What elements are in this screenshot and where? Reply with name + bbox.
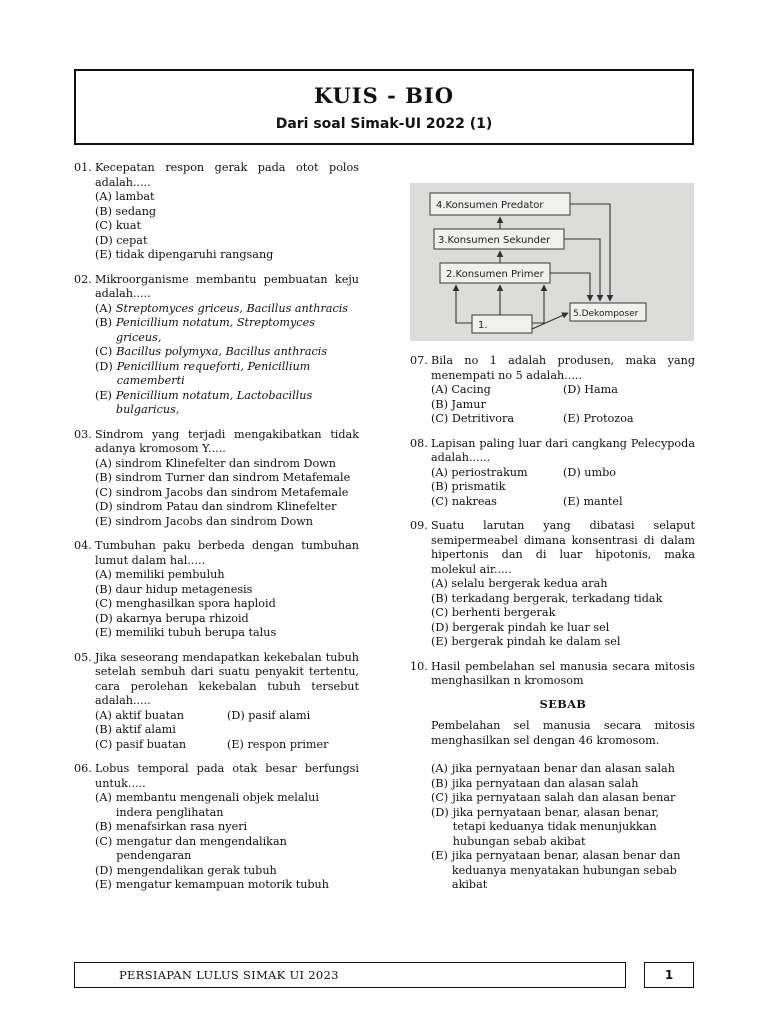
option: (D) Hama xyxy=(563,383,618,396)
question-number: 03. xyxy=(74,427,92,441)
option: (D) sindrom Patau dan sindrom Klinefelter xyxy=(95,500,337,513)
option: (A) lambat xyxy=(95,190,155,203)
left-column xyxy=(74,161,359,903)
option: (D) umbo xyxy=(563,465,616,479)
option-text: Bacillus polymyxa, Bacillus anthracis xyxy=(116,345,328,358)
question-head xyxy=(74,428,359,457)
option-letter: (E) xyxy=(431,849,448,862)
question xyxy=(74,539,359,641)
option xyxy=(95,835,359,864)
question-text: Mikroorganisme membantu pembuatan keju adalah..... xyxy=(95,272,359,300)
question-head xyxy=(74,273,359,302)
question-head xyxy=(410,437,695,466)
answer-options xyxy=(410,762,695,893)
option-row xyxy=(431,480,695,495)
question-text: Suatu larutan yang dibatasi selaput semipermeabel dimana konsentrasi di dalam hipertonis dan di luar hipotonis, maka molekul air..... xyxy=(431,519,695,576)
sebab-label: SEBAB xyxy=(539,696,587,711)
option-text: jika pernyataan dan alasan salah xyxy=(451,776,639,790)
option xyxy=(431,762,695,777)
option-letter: (A) xyxy=(431,762,448,775)
option: (C) pasif buatan xyxy=(95,737,187,751)
option: (A) sindrom Klinefelter dan sindrom Down xyxy=(95,456,337,470)
question-number: 05. xyxy=(74,650,92,664)
option: (E) Protozoa xyxy=(563,412,634,425)
option: (E) bergerak pindah ke dalam sel xyxy=(431,635,621,648)
option-letter: (A) xyxy=(95,791,112,804)
footer-box xyxy=(74,962,626,988)
option-letter: (D) xyxy=(95,863,113,877)
answer-options xyxy=(74,190,359,263)
option: (E) respon primer xyxy=(227,737,329,751)
question-text: Kecepatan respon gerak pada otot polos adalah..... xyxy=(95,161,359,189)
reason-text: Pembelahan sel manusia secara mitosis menghasilkan sel dengan 46 kromosom. xyxy=(431,719,695,747)
option-letter: (B) xyxy=(95,316,112,329)
option-letter: (E) xyxy=(95,878,112,891)
question xyxy=(410,519,695,650)
option xyxy=(431,791,695,806)
question-head xyxy=(410,354,695,383)
option xyxy=(95,389,359,418)
label-predator: 4.Konsumen Predator xyxy=(436,200,544,211)
option-text: menafsirkan rasa nyeri xyxy=(115,820,248,833)
option xyxy=(95,360,359,389)
footer-text: PERSIAPAN LULUS SIMAK UI 2023 xyxy=(119,968,339,982)
question-number: 08. xyxy=(410,436,428,450)
question xyxy=(410,660,695,893)
option: (C) kuat xyxy=(95,219,141,232)
question xyxy=(410,354,695,427)
question-head xyxy=(74,539,359,568)
question-number: 07. xyxy=(410,354,428,367)
option-row xyxy=(95,723,359,738)
answer-options xyxy=(410,577,695,650)
question-text: Lobus temporal pada otak besar berfungsi untuk..... xyxy=(95,762,359,790)
option: (C) nakreas xyxy=(431,494,497,508)
question xyxy=(74,428,359,530)
option-text: mengatur dan mengendalikan pendengaran xyxy=(116,834,287,862)
page-title: KUIS - BIO xyxy=(313,83,454,108)
option-letter: (B) xyxy=(95,820,112,833)
label-produsen: 1. xyxy=(478,320,488,331)
option-text: Penicillium notatum, Lactobacillus bulgaricus, xyxy=(115,388,313,416)
option: (A) Cacing xyxy=(431,383,491,396)
option: (D) pasif alami xyxy=(227,708,311,722)
option: (E) sindrom Jacobs dan sindrom Down xyxy=(95,514,314,528)
option-letter: (C) xyxy=(95,834,113,848)
option-row xyxy=(431,495,695,510)
option xyxy=(563,480,695,495)
option xyxy=(227,723,359,738)
reason-block xyxy=(410,697,695,749)
option-text: jika pernyataan benar, alasan benar, tetapi keduanya tidak menunjukkan hubungan sebab akibat xyxy=(452,805,659,848)
question xyxy=(410,437,695,510)
question-number: 01. xyxy=(74,161,92,174)
question-number: 04. xyxy=(74,539,92,552)
question-head xyxy=(410,660,695,689)
question xyxy=(74,651,359,753)
question-text: Sindrom yang terjadi mengakibatkan tidak adanya kromosom Y..... xyxy=(95,427,359,455)
question-head xyxy=(74,762,359,791)
option-text: Streptomyces griceus, Bacillus anthracis xyxy=(115,301,349,315)
option xyxy=(563,398,695,413)
option-text: membantu mengenali objek melalui indera penglihatan xyxy=(115,791,319,819)
option: (A) memiliki pembuluh xyxy=(95,568,225,581)
option: (E) tidak dipengaruhi rangsang xyxy=(95,248,274,261)
option-letter: (D) xyxy=(431,805,449,819)
option-letter: (C) xyxy=(95,345,113,358)
option-row xyxy=(431,383,695,398)
label-dekomposer: 5.Dekomposer xyxy=(573,309,639,319)
question-head xyxy=(74,651,359,709)
option: (C) Detritivora xyxy=(431,412,515,425)
option: (E) memiliki tubuh berupa talus xyxy=(95,626,277,639)
option: (D) akarnya berupa rhizoid xyxy=(95,611,249,625)
question-number: 10. xyxy=(410,659,428,673)
option xyxy=(431,777,695,792)
question-number: 09. xyxy=(410,519,428,532)
option-letter: (D) xyxy=(95,359,113,373)
answer-options xyxy=(74,302,359,418)
question-text: Tumbuhan paku berbeda dengan tumbuhan lumut dalam hal..... xyxy=(95,539,359,567)
option xyxy=(95,345,359,360)
option-row xyxy=(431,412,695,427)
option xyxy=(95,302,359,317)
option: (D) cepat xyxy=(95,233,148,247)
option: (A) periostrakum xyxy=(431,465,528,479)
option-text: Penicillium requeforti, Penicillium camemberti xyxy=(116,359,311,387)
option-text: mengatur kemampuan motorik tubuh xyxy=(115,878,329,891)
option-row xyxy=(95,709,359,724)
question xyxy=(74,161,359,263)
option: (B) sindrom Turner dan sindrom Metafemale xyxy=(95,471,351,484)
question xyxy=(74,762,359,893)
header-box xyxy=(74,69,694,145)
option: (B) Jamur xyxy=(431,397,486,411)
option-row xyxy=(95,738,359,753)
question-text: Lapisan paling luar dari cangkang Pelecypoda adalah...... xyxy=(431,436,695,464)
option xyxy=(95,864,359,879)
option: (D) bergerak pindah ke luar sel xyxy=(431,620,610,634)
page-subtitle: Dari soal Simak-UI 2022 (1) xyxy=(275,116,493,132)
option-text: jika pernyataan salah dan alasan benar xyxy=(452,791,676,804)
answer-options xyxy=(74,568,359,641)
answer-options xyxy=(410,383,695,427)
question-text: Jika seseorang mendapatkan kekebalan tubuh setelah sembuh dari suatu penyakit tertentu, cara perolehan kekebalan tubuh tersebut adalah..... xyxy=(95,650,359,707)
option-letter: (E) xyxy=(95,388,112,402)
question-head xyxy=(74,161,359,190)
answer-options xyxy=(74,457,359,530)
question-text: Bila no 1 adalah produsen, maka yang menempati no 5 adalah..... xyxy=(431,354,695,382)
page-number-box xyxy=(644,962,694,988)
option xyxy=(95,820,359,835)
option: (B) prismatik xyxy=(431,480,506,493)
option: (B) sedang xyxy=(95,204,157,218)
question-number: 06. xyxy=(74,762,92,775)
question-head xyxy=(410,519,695,577)
page-number: 1 xyxy=(664,968,674,982)
option-row xyxy=(431,398,695,413)
answer-options xyxy=(410,466,695,510)
label-primer: 2.Konsumen Primer xyxy=(446,269,544,280)
option: (C) menghasilkan spora haploid xyxy=(95,597,276,610)
option: (B) terkadang bergerak, terkadang tidak xyxy=(431,591,663,605)
option xyxy=(431,806,695,850)
option-letter: (A) xyxy=(95,301,112,315)
option-text: Penicillium notatum, Streptomyces griceus, xyxy=(115,316,315,344)
option: (C) berhenti bergerak xyxy=(431,606,556,619)
option: (A) aktif buatan xyxy=(95,708,184,722)
option-text: mengendalikan gerak tubuh xyxy=(116,863,277,877)
option: (E) mantel xyxy=(563,494,623,508)
option-text: jika pernyataan benar, alasan benar dan keduanya menyatakan hubungan sebab akibat xyxy=(451,849,681,891)
answer-options xyxy=(74,709,359,753)
option xyxy=(431,849,695,893)
option-text: jika pernyataan benar dan alasan salah xyxy=(451,762,675,775)
option-letter: (B) xyxy=(431,776,448,790)
option: (A) selalu bergerak kedua arah xyxy=(431,577,608,590)
right-column xyxy=(410,354,695,903)
question-text: Hasil pembelahan sel manusia secara mitosis menghasilkan n kromosom xyxy=(431,659,695,687)
question-number: 02. xyxy=(74,272,92,286)
option xyxy=(95,791,359,820)
label-sekunder: 3.Konsumen Sekunder xyxy=(438,235,551,246)
option xyxy=(95,878,359,893)
option-row xyxy=(431,466,695,481)
option-letter: (C) xyxy=(431,791,449,804)
question xyxy=(74,273,359,418)
food-chain-diagram xyxy=(410,183,694,341)
option: (C) sindrom Jacobs dan sindrom Metafemale xyxy=(95,485,349,499)
answer-options xyxy=(74,791,359,893)
option: (B) daur hidup metagenesis xyxy=(95,582,253,596)
option xyxy=(95,316,359,345)
option: (B) aktif alami xyxy=(95,723,176,736)
